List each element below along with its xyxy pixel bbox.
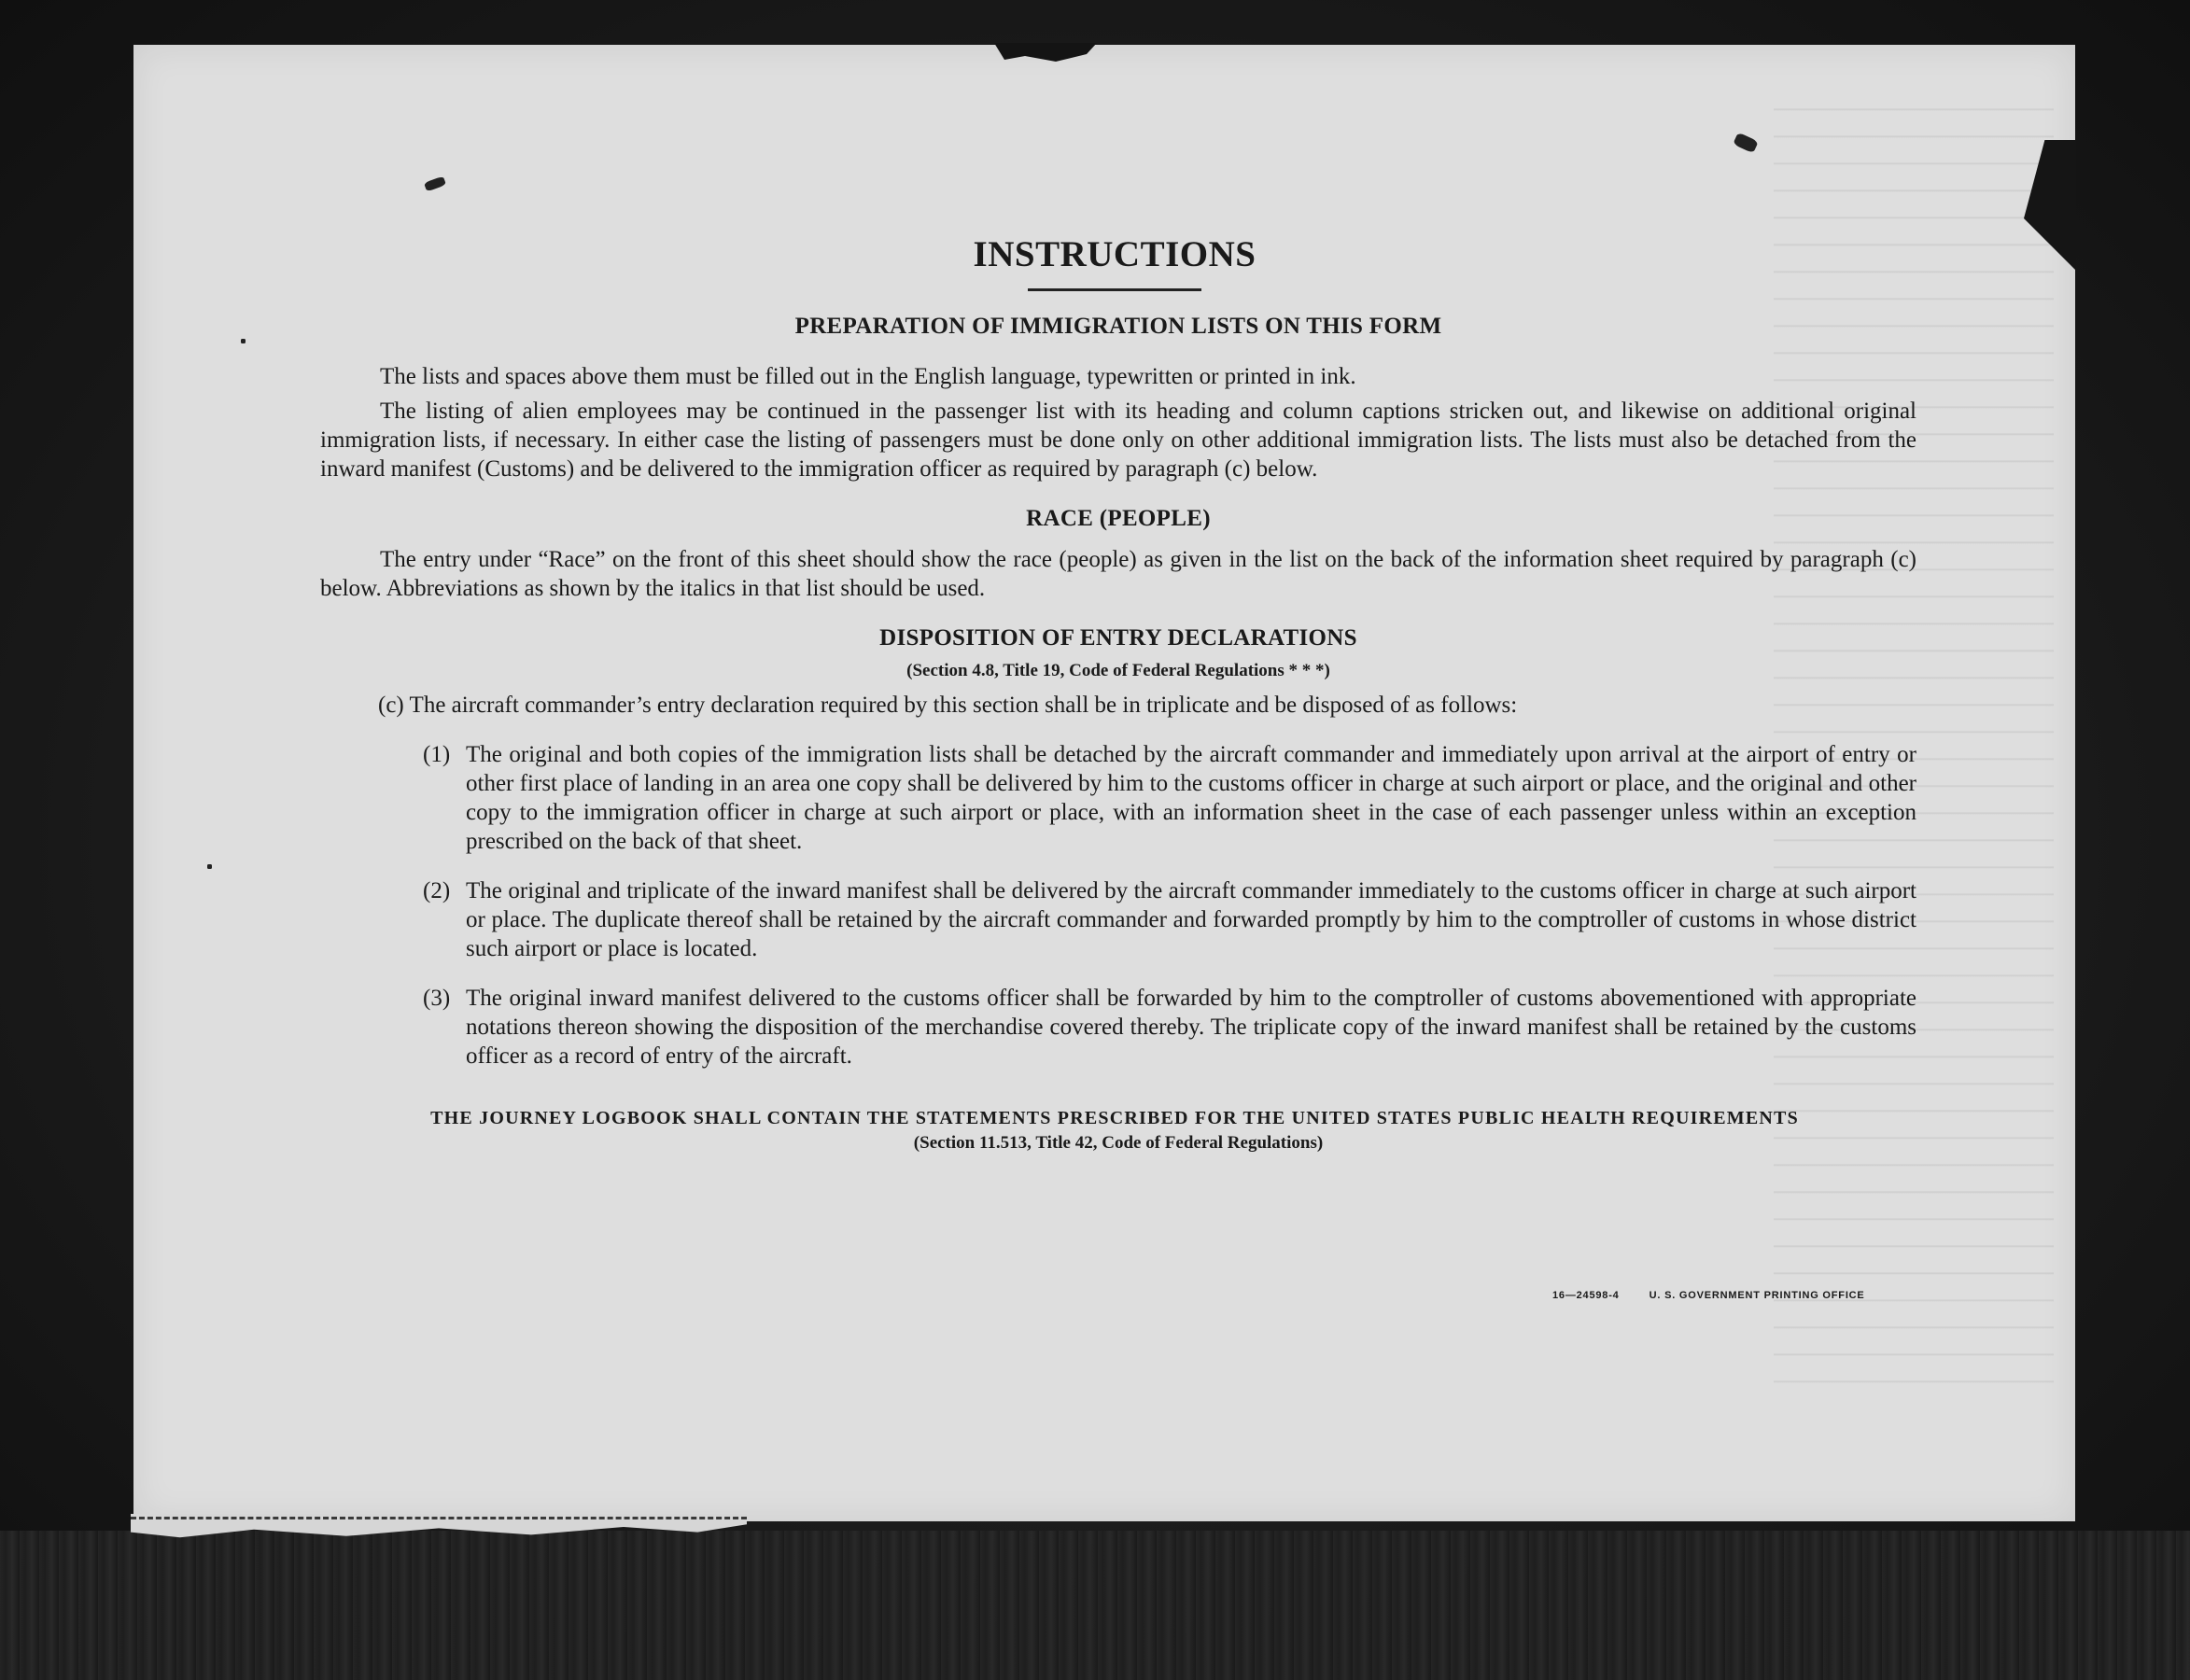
logbook-statement: THE JOURNEY LOGBOOK SHALL CONTAIN THE STATEMENTS PRESCRIBED FOR THE UNITED STATES PUBLIC HEALTH REQUIREMENTS <box>430 1108 1799 1128</box>
form-number: 16—24598-4 <box>1552 1290 1620 1301</box>
item-text: The original and both copies of the immigration lists shall be detached by the aircraft commander and immediately upon arrival at the airport of entry or other first place of landing in an area one copy shall be delivered by him to the customs officer in charge at such airport or place, and the original and other copy to the immigration officer in charge at such airport or place, with an information sheet in the case of each passenger unless within an exception prescribed on the back of that sheet. <box>466 742 1916 854</box>
disposition-item <box>423 740 1916 856</box>
disposition-heading: DISPOSITION OF ENTRY DECLARATIONS <box>879 625 1357 651</box>
document-title: INSTRUCTIONS <box>973 234 1256 274</box>
disposition-item <box>423 876 1916 963</box>
logbook-citation: (Section 11.513, Title 42, Code of Federal Regulations) <box>913 1133 1324 1153</box>
printer-name: U. S. GOVERNMENT PRINTING OFFICE <box>1649 1290 1865 1301</box>
item-number: (3) <box>423 986 451 1011</box>
disposition-item <box>423 984 1916 1071</box>
ink-speck <box>241 339 246 343</box>
scanner-bed-texture <box>0 1531 2190 1680</box>
race-heading: RACE (PEOPLE) <box>1026 506 1211 531</box>
disposition-intro: (c) The aircraft commander’s entry declaration required by this section shall be in triplicate and be disposed of as follows: <box>378 693 1518 718</box>
perforation-line <box>131 1517 747 1519</box>
item-text: The original and triplicate of the inward manifest shall be delivered by the aircraft commander immediately to the customs officer in charge at such airport or place. The duplicate thereof shall be retained by the aircraft commander and forwarded promptly by him to the comptroller of customs in whose district such airport or place is located. <box>466 878 1916 961</box>
preparation-heading: PREPARATION OF IMMIGRATION LISTS ON THIS FORM <box>794 314 1442 339</box>
title-underline <box>1028 288 1201 291</box>
item-text: The original inward manifest delivered to the customs officer shall be forwarded by him to the comptroller of customs abovementioned with appropriate notations thereon showing the disposition of the merchandise covered thereby. The triplicate copy of the inward manifest shall be retained by the customs officer as a record of entry of the aircraft. <box>466 986 1916 1069</box>
item-number: (2) <box>423 878 451 903</box>
printer-imprint <box>1552 1290 1895 1301</box>
ink-speck <box>207 864 212 869</box>
preparation-paragraph-1: The lists and spaces above them must be filled out in the English language, typewritten or printed in ink. <box>380 364 1356 389</box>
preparation-paragraph-2: The listing of alien employees may be continued in the passenger list with its heading and column captions stricken out, and likewise on additional original immigration lists, if necessary. In either case the listing of passengers must be done only on other additional immigration lists. The lists must also be detached from the inward manifest (Customs) and be delivered to the immigration officer as required by paragraph (c) below. <box>320 399 1916 482</box>
item-number: (1) <box>423 742 451 767</box>
race-paragraph: The entry under “Race” on the front of this sheet should show the race (people) as given in the list on the back of the information sheet required by paragraph (c) below. Abbreviations as shown by the italics in that list should be used. <box>320 547 1916 601</box>
instructions-document <box>320 233 1916 1154</box>
disposition-citation: (Section 4.8, Title 19, Code of Federal Regulations * * *) <box>906 661 1330 680</box>
